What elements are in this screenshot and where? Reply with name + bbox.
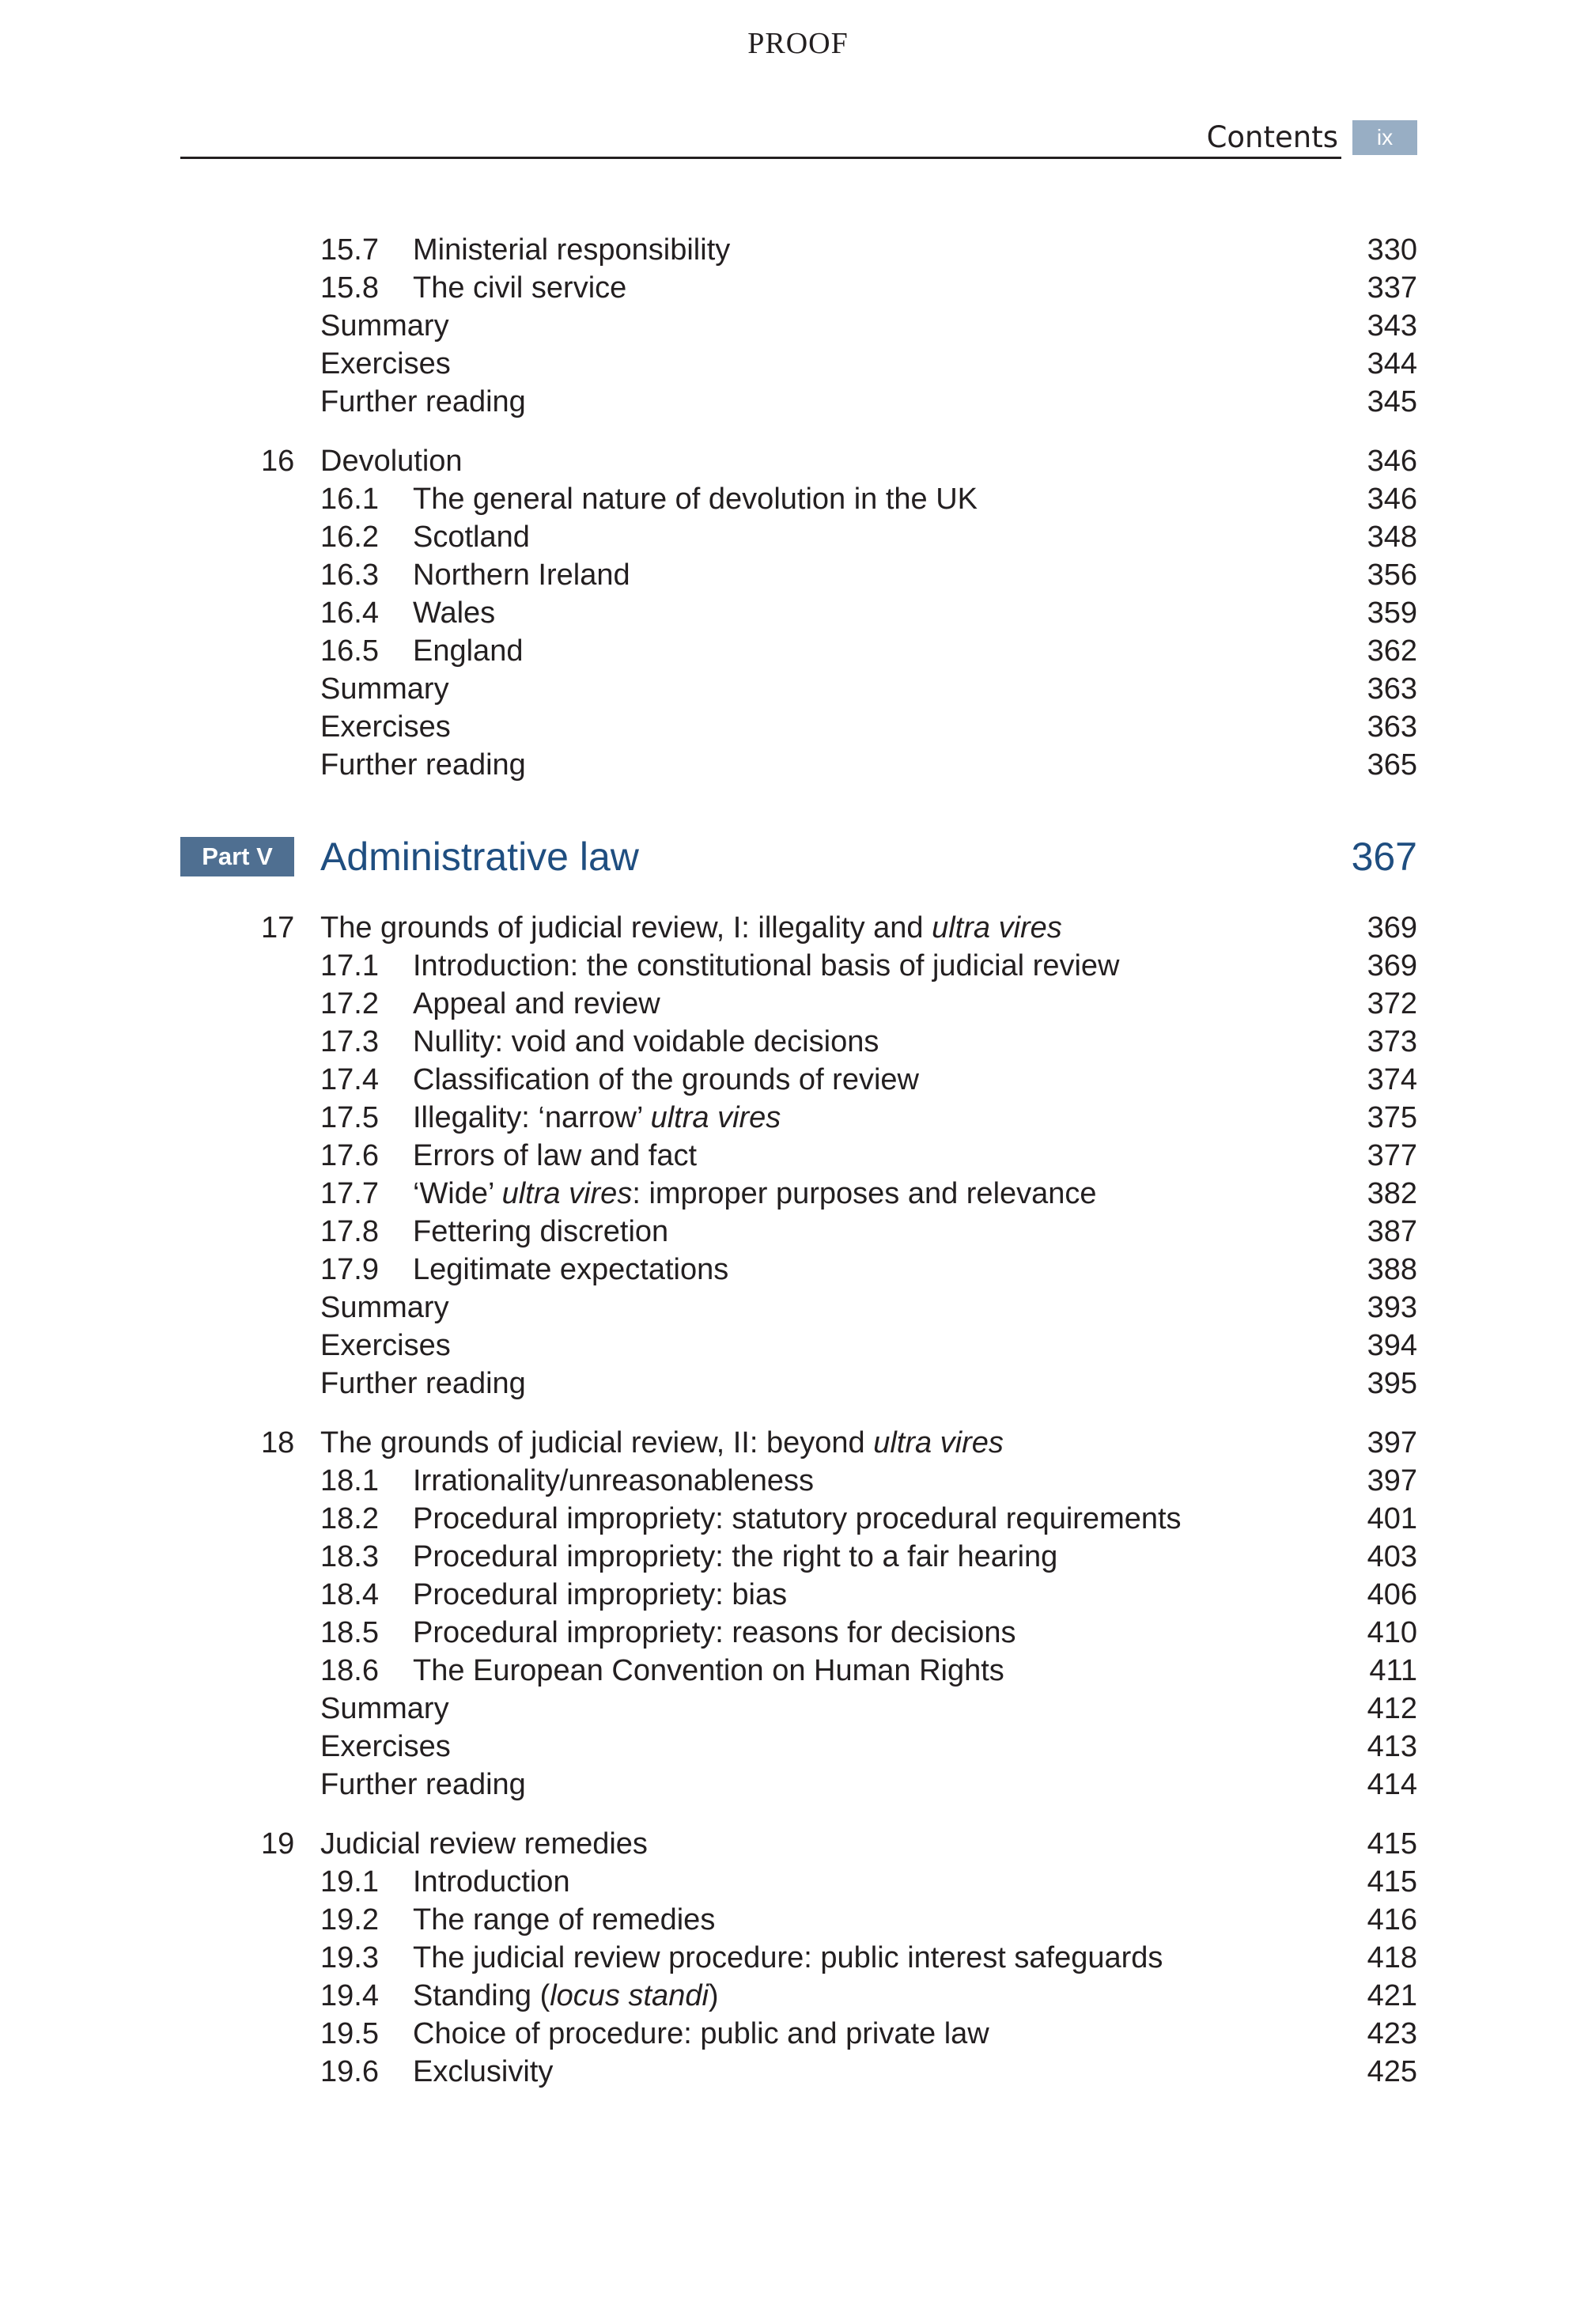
entry-page-number: 418 — [1367, 1941, 1417, 1974]
entry-page-number: 365 — [1367, 748, 1417, 782]
entry-title-text: Exercises — [320, 1730, 451, 1763]
entry-title-text: The civil service — [413, 271, 627, 305]
toc-chapter-entry — [0, 442, 1596, 480]
entry-title-text: Errors of law and fact — [413, 1139, 698, 1172]
entry-title-text: Standing ( — [413, 1979, 550, 2012]
entry-title — [320, 1424, 1004, 1462]
entry-number: 16.5 — [320, 634, 379, 668]
toc-section-entry — [0, 2053, 1596, 2091]
entry-number: 17.4 — [320, 1063, 379, 1096]
entry-number: 17.5 — [320, 1101, 379, 1134]
toc-section-entry — [0, 1500, 1596, 1538]
entry-page-number: 397 — [1367, 1464, 1417, 1497]
entry-title-italic: ultra vires — [873, 1426, 1004, 1459]
entry-page-number: 345 — [1367, 385, 1417, 418]
entry-number: 19.6 — [320, 2055, 379, 2088]
toc-section-entry — [0, 269, 1596, 307]
toc-chapter-entry — [0, 1825, 1596, 1863]
entry-title-text: Further reading — [320, 1768, 526, 1801]
entry-page-number: 369 — [1367, 911, 1417, 945]
entry-title — [413, 2053, 553, 2091]
entry-title — [413, 269, 626, 307]
entry-page-number: 388 — [1367, 1253, 1417, 1286]
toc-end-matter-entry — [0, 670, 1596, 708]
entry-title — [320, 708, 451, 746]
entry-number: 17.8 — [320, 1215, 379, 1248]
toc-section-entry — [0, 1901, 1596, 1939]
entry-number: 16.4 — [320, 596, 379, 630]
entry-page-number: 343 — [1367, 309, 1417, 343]
toc-section-entry — [0, 1175, 1596, 1213]
entry-title-text: Exclusivity — [413, 2055, 554, 2088]
entry-title — [413, 947, 1119, 985]
entry-title — [413, 1099, 781, 1137]
entry-page-number: 393 — [1367, 1291, 1417, 1324]
entry-page-number: 401 — [1367, 1502, 1417, 1535]
entry-number: 16.1 — [320, 483, 379, 516]
entry-title-text: The general nature of devolution in the UK — [413, 483, 978, 516]
entry-title — [413, 985, 660, 1023]
toc-section-entry — [0, 1137, 1596, 1175]
entry-title-text: The grounds of judicial review, I: illegality and — [320, 911, 932, 945]
toc-chapter-entry — [0, 909, 1596, 947]
toc-end-matter-entry — [0, 307, 1596, 345]
entry-page-number: 410 — [1367, 1616, 1417, 1649]
entry-number: 19.1 — [320, 1865, 379, 1899]
toc-section-entry — [0, 1023, 1596, 1061]
toc-end-matter-entry — [0, 345, 1596, 383]
entry-title — [413, 1462, 814, 1500]
entry-page-number: 382 — [1367, 1177, 1417, 1210]
entry-page-number: 375 — [1367, 1101, 1417, 1134]
entry-title-text: Procedural impropriety: reasons for decisions — [413, 1616, 1016, 1649]
toc-section-entry — [0, 1939, 1596, 1977]
entry-number: 17.3 — [320, 1025, 379, 1058]
entry-number: 19.3 — [320, 1941, 379, 1974]
toc-section-entry — [0, 231, 1596, 269]
entry-title — [413, 1137, 697, 1175]
entry-number: 17.1 — [320, 949, 379, 982]
entry-title — [320, 1690, 449, 1728]
entry-page-number: 387 — [1367, 1215, 1417, 1248]
entry-page-number: 337 — [1367, 271, 1417, 305]
entry-number: 18.3 — [320, 1540, 379, 1573]
toc-section-entry — [0, 632, 1596, 670]
entry-title-text: Irrationality/unreasonableness — [413, 1464, 814, 1497]
entry-title-italic: ultra vires — [932, 911, 1062, 945]
entry-page-number: 414 — [1367, 1768, 1417, 1801]
entry-page-number: 344 — [1367, 347, 1417, 380]
running-header-title: Contents — [1206, 120, 1338, 154]
toc-section-entry — [0, 594, 1596, 632]
entry-title-text: Legitimate expectations — [413, 1253, 729, 1286]
entry-number: 16.3 — [320, 558, 379, 592]
entry-title — [413, 518, 530, 556]
entry-page-number: 369 — [1367, 949, 1417, 982]
entry-page-number: 330 — [1367, 233, 1417, 267]
entry-number: 19.5 — [320, 2017, 379, 2050]
toc-end-matter-entry — [0, 1365, 1596, 1403]
entry-page-number: 403 — [1367, 1540, 1417, 1573]
entry-title-text: Illegality: ‘narrow’ — [413, 1101, 651, 1134]
entry-page-number: 377 — [1367, 1139, 1417, 1172]
entry-title — [413, 1614, 1015, 1652]
proof-label: PROOF — [747, 27, 849, 60]
entry-page-number: 348 — [1367, 521, 1417, 554]
entry-title — [320, 1289, 449, 1327]
entry-title — [413, 594, 495, 632]
entry-title-text: Ministerial responsibility — [413, 233, 731, 267]
entry-number: 16.2 — [320, 521, 379, 554]
entry-title-italic: ultra vires — [650, 1101, 781, 1134]
entry-title — [413, 632, 523, 670]
toc-section-entry — [0, 985, 1596, 1023]
entry-title-italic: ultra vires — [501, 1177, 633, 1210]
entry-page-number: 363 — [1367, 672, 1417, 706]
toc-section-entry — [0, 1652, 1596, 1690]
entry-title-text: Classification of the grounds of review — [413, 1063, 919, 1096]
entry-title — [413, 1939, 1163, 1977]
entry-title — [320, 909, 1062, 947]
entry-page-number: 394 — [1367, 1329, 1417, 1362]
entry-title — [413, 1213, 668, 1251]
entry-number: 19.2 — [320, 1903, 379, 1936]
entry-page-number: 425 — [1367, 2055, 1417, 2088]
entry-title — [413, 2015, 989, 2053]
entry-number: 17 — [261, 911, 295, 945]
entry-page-number: 411 — [1369, 1654, 1417, 1687]
entry-title-text: Fettering discretion — [413, 1215, 669, 1248]
entry-title — [320, 746, 526, 784]
entry-title — [320, 670, 449, 708]
entry-page-number: 397 — [1367, 1426, 1417, 1459]
entry-title-text: Exercises — [320, 347, 451, 380]
entry-title — [413, 1538, 1057, 1576]
entry-number: 18.5 — [320, 1616, 379, 1649]
entry-page-number: 395 — [1367, 1367, 1417, 1400]
entry-page-number: 374 — [1367, 1063, 1417, 1096]
entry-number: 17.9 — [320, 1253, 379, 1286]
entry-title-text: Judicial review remedies — [320, 1827, 648, 1861]
entry-number: 18.1 — [320, 1464, 379, 1497]
entry-number: 18.4 — [320, 1578, 379, 1611]
part-title: Administrative law — [320, 835, 639, 879]
toc-end-matter-entry — [0, 1690, 1596, 1728]
entry-title-text: Summary — [320, 672, 449, 706]
entry-page-number: 412 — [1367, 1692, 1417, 1725]
entry-title-text: Nullity: void and voidable decisions — [413, 1025, 879, 1058]
entry-page-number: 346 — [1367, 483, 1417, 516]
header-rule — [180, 157, 1341, 159]
entry-title-text: The judicial review procedure: public interest safeguards — [413, 1941, 1163, 1974]
entry-title — [413, 1251, 728, 1289]
toc-section-entry — [0, 1538, 1596, 1576]
entry-page-number: 406 — [1367, 1578, 1417, 1611]
toc-chapter-entry — [0, 1424, 1596, 1462]
entry-title-text: Further reading — [320, 1367, 526, 1400]
running-header — [180, 119, 1417, 166]
toc-section-entry — [0, 480, 1596, 518]
entry-number: 18 — [261, 1426, 295, 1459]
entry-title — [320, 1766, 526, 1804]
entry-title-text: Summary — [320, 309, 449, 343]
toc-end-matter-entry — [0, 708, 1596, 746]
toc-end-matter-entry — [0, 746, 1596, 784]
toc-section-entry — [0, 1977, 1596, 2015]
entry-title-text: Wales — [413, 596, 496, 630]
entry-number: 17.7 — [320, 1177, 379, 1210]
toc-section-entry — [0, 1576, 1596, 1614]
toc-section-entry — [0, 1462, 1596, 1500]
entry-title-text: Procedural impropriety: the right to a fair hearing — [413, 1540, 1058, 1573]
entry-title-text: Summary — [320, 1692, 449, 1725]
entry-title-text: Introduction: the constitutional basis of judicial review — [413, 949, 1120, 982]
toc-section-entry — [0, 947, 1596, 985]
entry-title-text: The European Convention on Human Rights — [413, 1654, 1004, 1687]
entry-number: 19.4 — [320, 1979, 379, 2012]
toc-section-entry — [0, 556, 1596, 594]
entry-number: 18.2 — [320, 1502, 379, 1535]
entry-title — [413, 1977, 719, 2015]
entry-title — [413, 1901, 715, 1939]
entry-title — [413, 1863, 570, 1901]
entry-number: 15.8 — [320, 271, 379, 305]
entry-page-number: 372 — [1367, 987, 1417, 1020]
entry-title — [413, 1023, 879, 1061]
toc-section-entry — [0, 1061, 1596, 1099]
entry-title-text: Introduction — [413, 1865, 570, 1899]
entry-title — [413, 556, 630, 594]
entry-title — [320, 1365, 526, 1403]
entry-title-suffix: ) — [708, 1979, 719, 2012]
toc-end-matter-entry — [0, 383, 1596, 421]
entry-title-text: Exercises — [320, 710, 451, 744]
toc-section-entry — [0, 518, 1596, 556]
entry-title-text: Appeal and review — [413, 987, 660, 1020]
entry-title-text: ‘Wide’ — [413, 1177, 502, 1210]
part-heading — [0, 834, 1596, 878]
entry-page-number: 421 — [1367, 1979, 1417, 2012]
entry-title-text: Procedural impropriety: statutory procedural requirements — [413, 1502, 1182, 1535]
entry-title-text: The grounds of judicial review, II: beyond — [320, 1426, 874, 1459]
entry-title — [413, 480, 978, 518]
entry-title — [320, 1825, 648, 1863]
entry-title — [413, 231, 730, 269]
part-page-number: 367 — [1351, 835, 1417, 879]
entry-title-text: The range of remedies — [413, 1903, 716, 1936]
entry-title-text: Summary — [320, 1291, 449, 1324]
toc-end-matter-entry — [0, 1327, 1596, 1365]
entry-number: 16 — [261, 445, 295, 478]
entry-title-text: Choice of procedure: public and private law — [413, 2017, 989, 2050]
entry-title-text: Devolution — [320, 445, 463, 478]
entry-page-number: 415 — [1367, 1865, 1417, 1899]
entry-page-number: 363 — [1367, 710, 1417, 744]
entry-number: 17.2 — [320, 987, 379, 1020]
toc-section-entry — [0, 2015, 1596, 2053]
toc-section-entry — [0, 1863, 1596, 1901]
part-badge: Part V — [180, 837, 294, 876]
entry-page-number: 346 — [1367, 445, 1417, 478]
entry-title-text: Further reading — [320, 385, 526, 418]
entry-page-number: 423 — [1367, 2017, 1417, 2050]
toc-section-entry — [0, 1213, 1596, 1251]
toc-end-matter-entry — [0, 1728, 1596, 1766]
entry-title — [320, 442, 463, 480]
entry-page-number: 356 — [1367, 558, 1417, 592]
entry-page-number: 362 — [1367, 634, 1417, 668]
entry-title — [320, 1728, 451, 1766]
toc-section-entry — [0, 1099, 1596, 1137]
toc-end-matter-entry — [0, 1289, 1596, 1327]
entry-number: 19 — [261, 1827, 295, 1861]
entry-title — [413, 1061, 919, 1099]
entry-title-suffix: : improper purposes and relevance — [632, 1177, 1097, 1210]
entry-number: 18.6 — [320, 1654, 379, 1687]
entry-page-number: 413 — [1367, 1730, 1417, 1763]
entry-title — [413, 1652, 1004, 1690]
entry-page-number: 416 — [1367, 1903, 1417, 1936]
entry-title-italic: locus standi — [550, 1979, 709, 2012]
entry-title-text: Northern Ireland — [413, 558, 630, 592]
entry-title-text: Exercises — [320, 1329, 451, 1362]
entry-number: 15.7 — [320, 233, 379, 267]
toc-section-entry — [0, 1251, 1596, 1289]
entry-title-text: England — [413, 634, 524, 668]
toc-section-entry — [0, 1614, 1596, 1652]
entry-title — [413, 1500, 1182, 1538]
entry-title — [413, 1175, 1097, 1213]
entry-title — [413, 1576, 787, 1614]
entry-number: 17.6 — [320, 1139, 379, 1172]
entry-page-number: 415 — [1367, 1827, 1417, 1861]
entry-title — [320, 1327, 451, 1365]
toc-end-matter-entry — [0, 1766, 1596, 1804]
entry-title-text: Procedural impropriety: bias — [413, 1578, 788, 1611]
entry-title-text: Scotland — [413, 521, 530, 554]
entry-page-number: 373 — [1367, 1025, 1417, 1058]
entry-page-number: 359 — [1367, 596, 1417, 630]
entry-title — [320, 307, 449, 345]
entry-title — [320, 345, 451, 383]
entry-title — [320, 383, 526, 421]
entry-title-text: Further reading — [320, 748, 526, 782]
page-number: ix — [1352, 120, 1417, 155]
